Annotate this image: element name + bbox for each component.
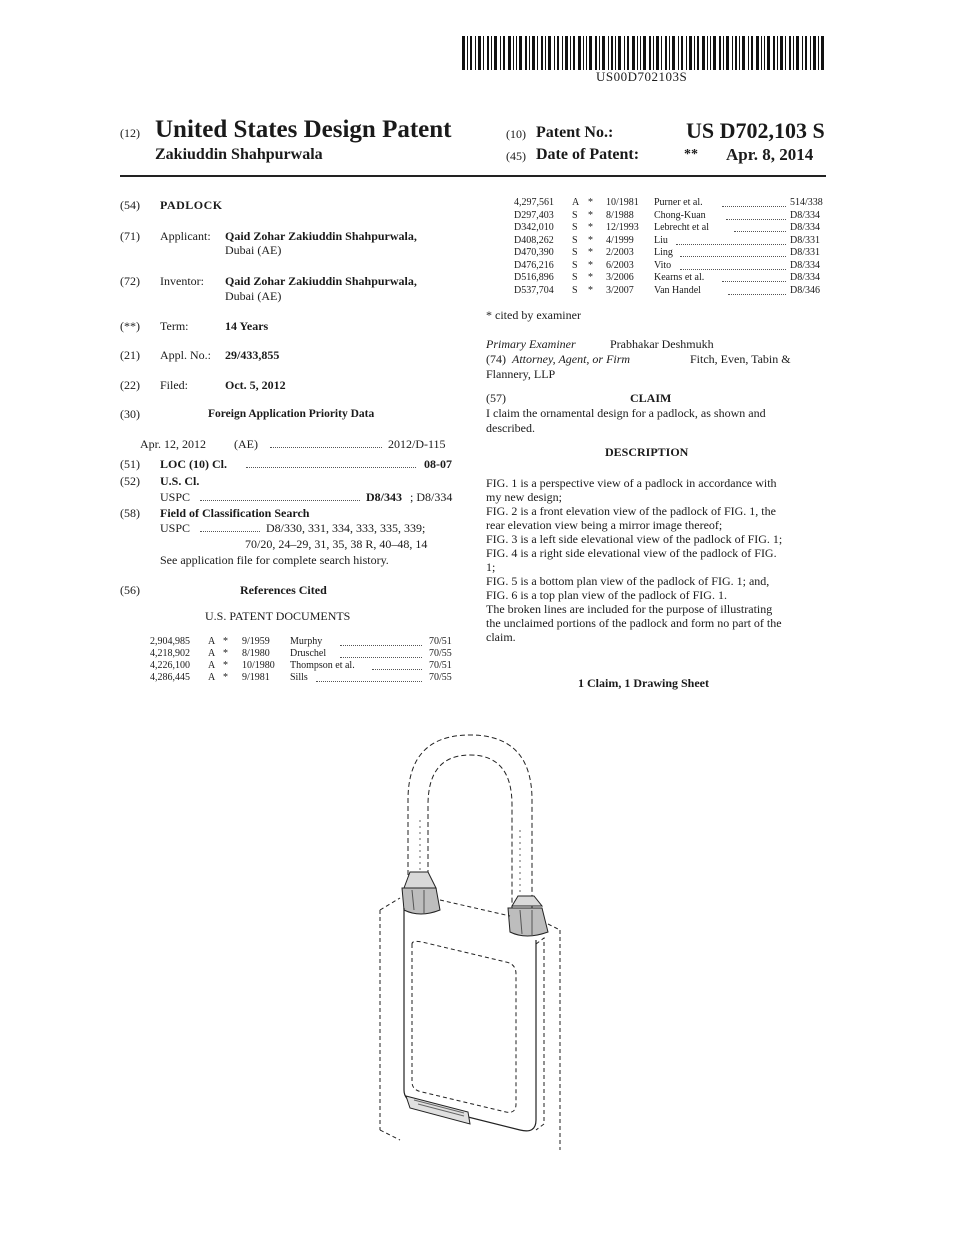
patent-no-label: Patent No.: (536, 124, 614, 141)
ref-number: 4,297,561 (514, 197, 554, 208)
us-cl-label: U.S. Cl. (160, 474, 200, 488)
us-cl-value-rest: ; D8/334 (410, 490, 453, 504)
ref-mark: * (588, 222, 593, 233)
applicant-label: Applicant: (160, 229, 211, 243)
description-line: The broken lines are included for the purpose of illustrating (486, 602, 773, 616)
ref-leader (316, 681, 422, 682)
inventor-short-name: Zakiuddin Shahpurwala (155, 146, 323, 163)
attorney-label: Attorney, Agent, or Firm (512, 352, 631, 366)
ref-kind: S (572, 234, 578, 246)
ref-class: D8/334 (790, 259, 820, 271)
ref-leader (722, 281, 786, 282)
attorney-line1: Fitch, Even, Tabin & (690, 352, 791, 366)
description-line: my new design; (486, 490, 562, 504)
term-label: Term: (160, 319, 189, 333)
foreign-heading: Foreign Application Priority Data (208, 408, 375, 420)
attorney-code: (74) (486, 352, 506, 366)
patent-number: US D702,103 S (686, 118, 825, 143)
ref-leader (676, 244, 786, 245)
claim-line2: described. (486, 421, 535, 435)
padlock-illustration (360, 720, 580, 1150)
ref-leader (340, 657, 422, 658)
ref-leader (726, 219, 786, 220)
us-cl-leader (200, 500, 360, 501)
date-label: Date of Patent: (536, 146, 640, 163)
description-heading: DESCRIPTION (605, 445, 689, 459)
description-line: FIG. 4 is a right side elevational view of the padlock of FIG. (486, 546, 777, 560)
ref-leader (734, 231, 786, 232)
ref-mark: * (223, 636, 228, 647)
ref-date: 12/1993 (606, 222, 639, 233)
claim-code: (57) (486, 391, 506, 405)
ref-mark: * (223, 672, 228, 683)
foreign-number: 2012/D-115 (388, 437, 446, 451)
ref-kind: S (572, 222, 578, 233)
ref-number: 4,226,100 (150, 660, 190, 671)
applicant-code: (71) (120, 229, 140, 243)
description-body (486, 476, 826, 644)
ref-date: 2/2003 (606, 247, 634, 258)
description-line: FIG. 2 is a front elevation view of the padlock of FIG. 1, the (486, 504, 776, 518)
ref-class: D8/334 (790, 222, 820, 233)
ref-name: Thompson et al. (290, 660, 355, 671)
ref-mark: * (588, 272, 593, 283)
ref-date: 9/1959 (242, 636, 270, 647)
loc-value: 08-07 (424, 457, 452, 471)
patent-no-code: (10) (506, 127, 526, 141)
barcode (462, 36, 824, 70)
header-rule (120, 175, 826, 177)
claim-line1: I claim the ornamental design for a padlock, as shown and (486, 406, 766, 420)
ref-name: Lebrecht et al (654, 222, 709, 233)
patent-date: Apr. 8, 2014 (726, 145, 814, 164)
ref-kind: A (208, 648, 216, 659)
ref-date: 10/1980 (242, 660, 275, 671)
doc-type-title: United States Design Patent (155, 116, 452, 143)
field-search-note: See application file for complete search history. (160, 553, 389, 567)
barcode-graphic (462, 36, 824, 70)
loc-label: LOC (10) Cl. (160, 457, 227, 471)
ref-class: 70/55 (429, 672, 452, 683)
ref-mark: * (588, 259, 593, 271)
us-cl-code: (52) (120, 474, 140, 488)
ref-leader (728, 294, 786, 295)
ref-class: 70/51 (429, 660, 452, 671)
claim-heading: CLAIM (630, 391, 672, 405)
ref-date: 3/2006 (606, 272, 634, 283)
description-line: claim. (486, 630, 516, 644)
ref-class: D8/334 (790, 209, 820, 221)
ref-mark: * (588, 234, 593, 246)
ref-name: Van Handel (654, 284, 701, 296)
filed-code: (22) (120, 378, 140, 392)
ref-class: 70/55 (429, 648, 452, 659)
ref-mark: * (223, 648, 228, 659)
ref-name: Chong-Kuan (654, 209, 706, 221)
ref-number: D470,390 (514, 247, 554, 258)
sheet-note: 1 Claim, 1 Drawing Sheet (578, 676, 709, 690)
appl-no-label: Appl. No.: (160, 348, 211, 362)
ref-number: 4,218,902 (150, 648, 190, 659)
padlock-drawing (360, 720, 580, 1150)
ref-date: 4/1999 (606, 234, 634, 246)
applicant-name: Qaid Zohar Zakiuddin Shahpurwala, (225, 229, 417, 243)
ref-date: 6/2003 (606, 259, 634, 271)
field-search-sub: USPC (160, 521, 191, 535)
ref-mark: * (223, 660, 228, 671)
ref-number: D408,262 (514, 234, 554, 246)
title-code: (54) (120, 198, 140, 212)
ref-class: D8/331 (790, 247, 820, 258)
field-search-line1: D8/330, 331, 334, 333, 335, 339; (266, 521, 426, 535)
ref-class: D8/331 (790, 234, 820, 246)
description-line: FIG. 5 is a bottom plan view of the padlock of FIG. 1; and, (486, 574, 770, 588)
ref-kind: S (572, 259, 578, 271)
field-search-label: Field of Classification Search (160, 506, 310, 520)
appl-no-code: (21) (120, 348, 140, 362)
refs-subheading: U.S. PATENT DOCUMENTS (205, 609, 351, 623)
ref-name: Kearns et al. (654, 272, 705, 283)
ref-kind: S (572, 247, 578, 258)
attorney-line2: Flannery, LLP (486, 367, 556, 381)
ref-class: 70/51 (429, 636, 452, 647)
ref-class: 514/338 (790, 197, 823, 208)
term-value: 14 Years (225, 319, 269, 333)
us-cl-sub: USPC (160, 490, 191, 504)
ref-leader (372, 669, 422, 670)
ref-kind: A (208, 660, 216, 671)
ref-name: Liu (654, 234, 668, 246)
ref-mark: * (588, 284, 593, 296)
ref-name: Ling (654, 247, 673, 258)
description-line: rear elevation view being a mirror image thereof; (486, 518, 723, 532)
ref-name: Druschel (290, 648, 327, 659)
field-search-line2: 70/20, 24–29, 31, 35, 38 R, 40–48, 14 (245, 537, 428, 551)
description-line: the unclaimed portions of the padlock and form no part of the (486, 616, 782, 630)
ref-kind: A (208, 636, 216, 647)
date-code: (45) (506, 149, 526, 163)
filed-label: Filed: (160, 378, 189, 392)
description-line: FIG. 1 is a perspective view of a padlock in accordance with (486, 476, 777, 490)
foreign-date: Apr. 12, 2012 (140, 437, 206, 451)
foreign-code: (30) (120, 407, 140, 421)
ref-leader (680, 256, 786, 257)
ref-number: D342,010 (514, 222, 554, 233)
ref-name: Sills (290, 672, 308, 683)
loc-leader (246, 467, 416, 468)
ref-kind: S (572, 272, 578, 283)
field-search-code: (58) (120, 506, 140, 520)
foreign-leader (270, 447, 382, 448)
term-code: (**) (120, 319, 140, 333)
inventor-code: (72) (120, 274, 140, 288)
inventor-place: Dubai (AE) (225, 289, 282, 303)
ref-class: D8/334 (790, 272, 820, 283)
inventor-label: Inventor: (160, 274, 204, 288)
ref-mark: * (588, 209, 593, 221)
ref-date: 8/1988 (606, 209, 634, 221)
ref-mark: * (588, 197, 593, 208)
ref-number: D516,896 (514, 272, 554, 283)
field-search-leader (200, 531, 260, 532)
ref-date: 9/1981 (242, 672, 270, 683)
ref-leader (722, 206, 786, 207)
examiner-label: Primary Examiner (486, 337, 576, 351)
barcode-number: US00D702103S (596, 69, 688, 84)
ref-kind: S (572, 209, 578, 221)
ref-kind: S (572, 284, 578, 296)
ref-date: 8/1980 (242, 648, 270, 659)
examiner-name: Prabhakar Deshmukh (610, 337, 714, 351)
ref-mark: * (588, 247, 593, 258)
ref-name: Murphy (290, 636, 323, 647)
ref-number: D297,403 (514, 209, 554, 221)
foreign-country: (AE) (234, 437, 258, 451)
description-line: 1; (486, 560, 496, 574)
cited-by-examiner: * cited by examiner (486, 308, 581, 322)
ref-kind: A (208, 672, 216, 683)
ref-class: D8/346 (790, 284, 820, 296)
refs-heading: References Cited (240, 583, 327, 597)
ref-leader (340, 645, 422, 646)
ref-name: Vito (654, 259, 672, 271)
ref-date: 3/2007 (606, 284, 634, 296)
ref-number: D476,216 (514, 259, 554, 271)
ref-number: 2,904,985 (150, 636, 190, 647)
title-value: PADLOCK (160, 198, 223, 212)
ref-name: Purner et al. (654, 197, 703, 208)
ref-number: 4,286,445 (150, 672, 190, 683)
refs-code: (56) (120, 583, 140, 597)
ref-number: D537,704 (514, 284, 554, 296)
appl-no-value: 29/433,855 (225, 348, 280, 362)
us-cl-value-main: D8/343 (366, 490, 402, 504)
ref-leader (680, 269, 786, 270)
doc-type-code: (12) (120, 126, 140, 140)
ref-date: 10/1981 (606, 197, 639, 208)
description-line: FIG. 6 is a top plan view of the padlock of FIG. 1. (486, 588, 727, 602)
loc-code: (51) (120, 457, 140, 471)
date-mark: ** (684, 147, 698, 162)
filed-value: Oct. 5, 2012 (225, 378, 286, 392)
ref-kind: A (572, 197, 580, 208)
description-line: FIG. 3 is a left side elevational view of the padlock of FIG. 1; (486, 532, 783, 546)
applicant-place: Dubai (AE) (225, 243, 282, 257)
inventor-name: Qaid Zohar Zakiuddin Shahpurwala, (225, 274, 417, 288)
